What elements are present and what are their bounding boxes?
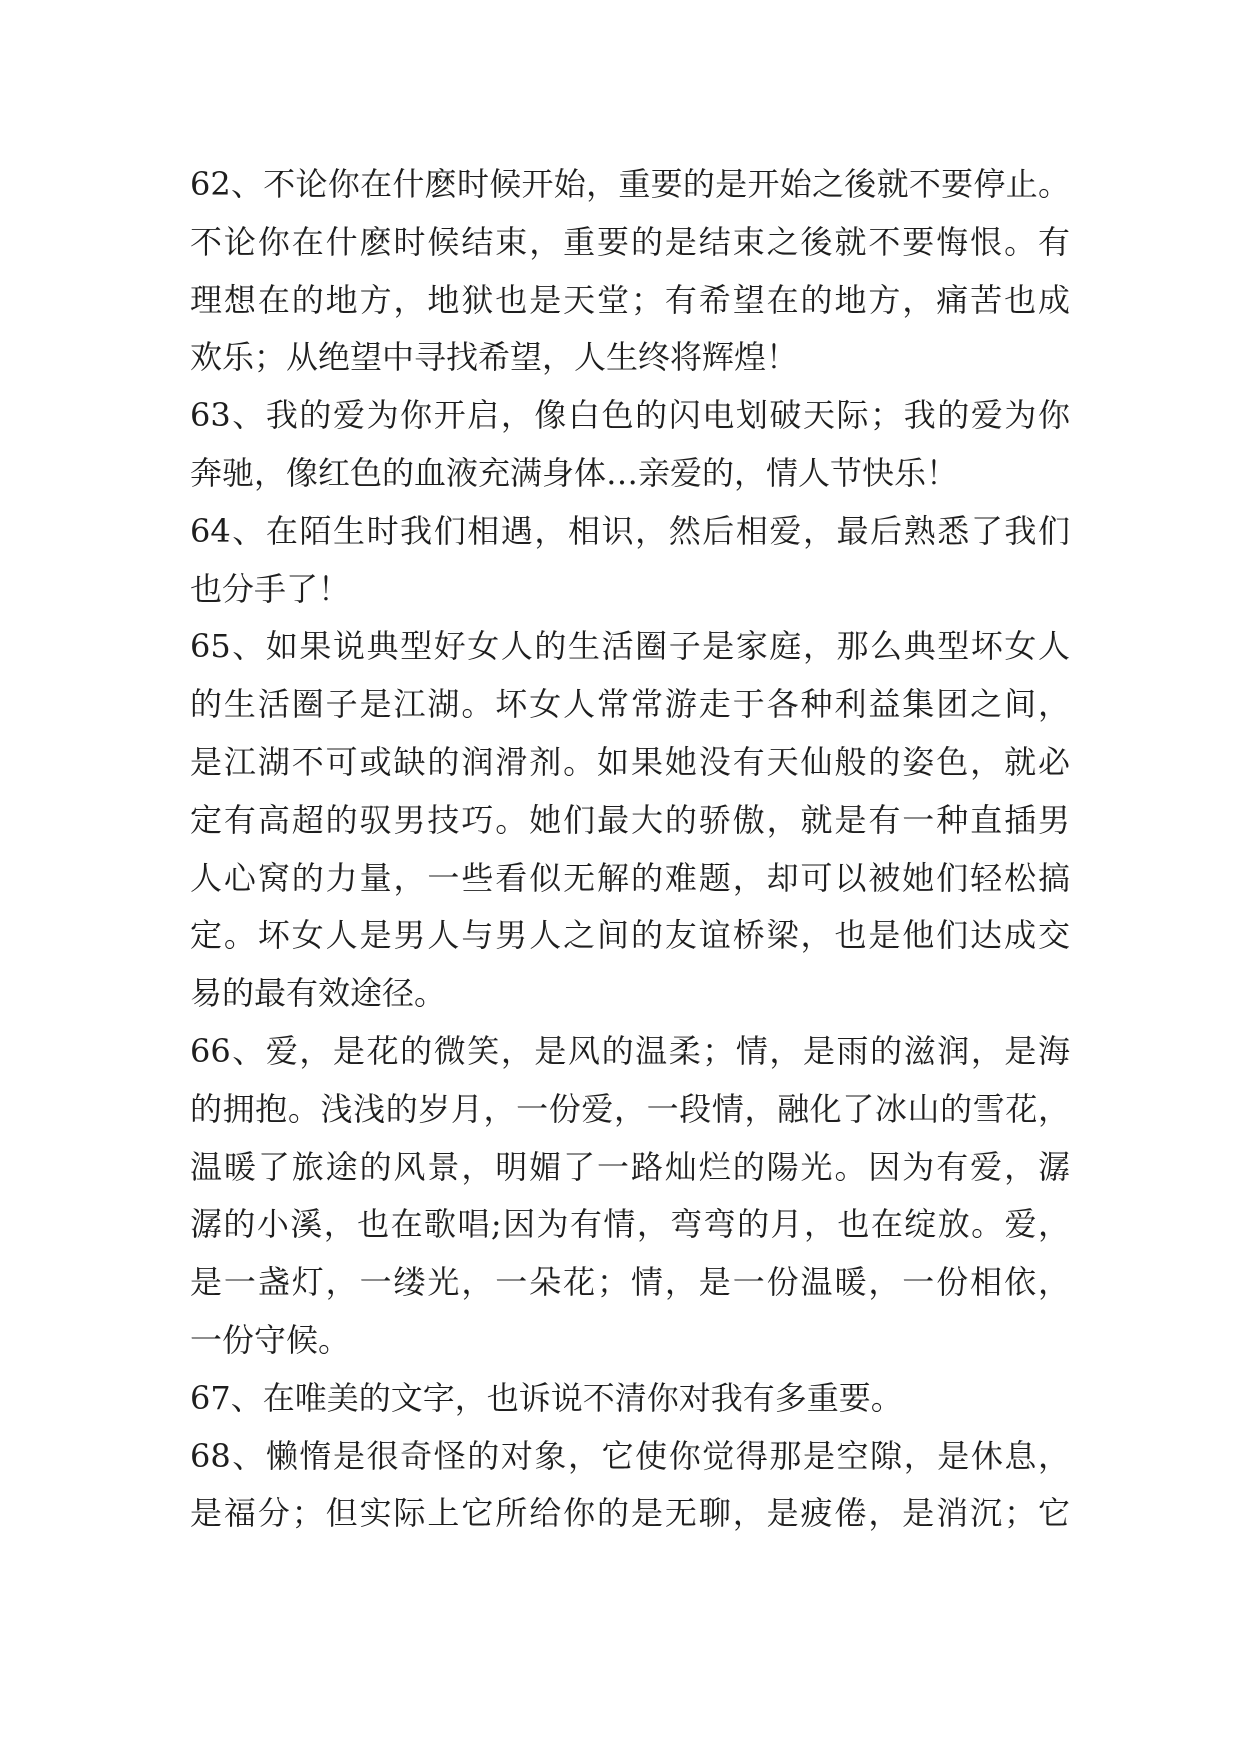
text-line: 温暖了旅途的风景，明媚了一路灿烂的陽光。因为有爱，潺 (190, 1147, 1070, 1186)
text-line: 定有高超的驭男技巧。她们最大的骄傲，就是有一种直插男 (190, 800, 1070, 839)
text-line: 人心窝的力量，一些看似无解的难题，却可以被她们轻松搞 (190, 858, 1070, 897)
text-line: 是江湖不可或缺的润滑剂。如果她没有天仙般的姿色，就必 (190, 742, 1070, 781)
text-line: 63、我的爱为你开启，像白色的闪电划破天际；我的爱为你 (190, 396, 1070, 435)
text-line: 65、如果说典型好女人的生活圈子是家庭，那么典型坏女人 (190, 627, 1070, 666)
text-line: 67、在唯美的文字，也诉说不清你对我有多重要。 (190, 1378, 903, 1417)
text-line: 64、在陌生时我们相遇，相识，然后相爱，最后熟悉了我们 (190, 511, 1070, 550)
text-line: 理想在的地方，地狱也是天堂；有希望在的地方，痛苦也成 (190, 280, 1070, 319)
text-line: 62、不论你在什麽时候开始，重要的是开始之後就不要停止。 (190, 165, 1070, 203)
text-line: 易的最有效途径。 (190, 974, 447, 1013)
text-line: 的拥抱。浅浅的岁月，一份爱，一段情，融化了冰山的雪花， (190, 1089, 1070, 1128)
text-line: 是一盏灯，一缕光，一朵花；情，是一份温暖，一份相依， (190, 1263, 1070, 1302)
text-line: 是福分；但实际上它所给你的是无聊，是疲倦，是消沉；它 (190, 1494, 1070, 1533)
document-body (190, 156, 1070, 1543)
text-line: 欢乐；从绝望中寻找希望，人生终将辉煌！ (190, 338, 799, 377)
text-line: 66、爱，是花的微笑，是风的温柔；情，是雨的滋润，是海 (190, 1031, 1070, 1070)
text-line: 一份守候。 (190, 1320, 351, 1359)
text-line: 也分手了！ (190, 569, 351, 608)
text-line: 奔驰，像红色的血液充满身体…亲爱的，情人节快乐！ (190, 453, 959, 492)
text-line: 潺的小溪，也在歌唱;因为有情，弯弯的月，也在绽放。爱， (190, 1205, 1070, 1244)
text-line: 的生活圈子是江湖。坏女人常常游走于各种利益集团之间， (190, 685, 1070, 724)
text-line: 68、懒惰是很奇怪的对象，它使你觉得那是空隙，是休息， (190, 1436, 1070, 1475)
text-line: 定。坏女人是男人与男人之间的友谊桥梁，也是他们达成交 (190, 916, 1070, 955)
text-line: 不论你在什麽时候结束，重要的是结束之後就不要悔恨。有 (190, 222, 1070, 261)
